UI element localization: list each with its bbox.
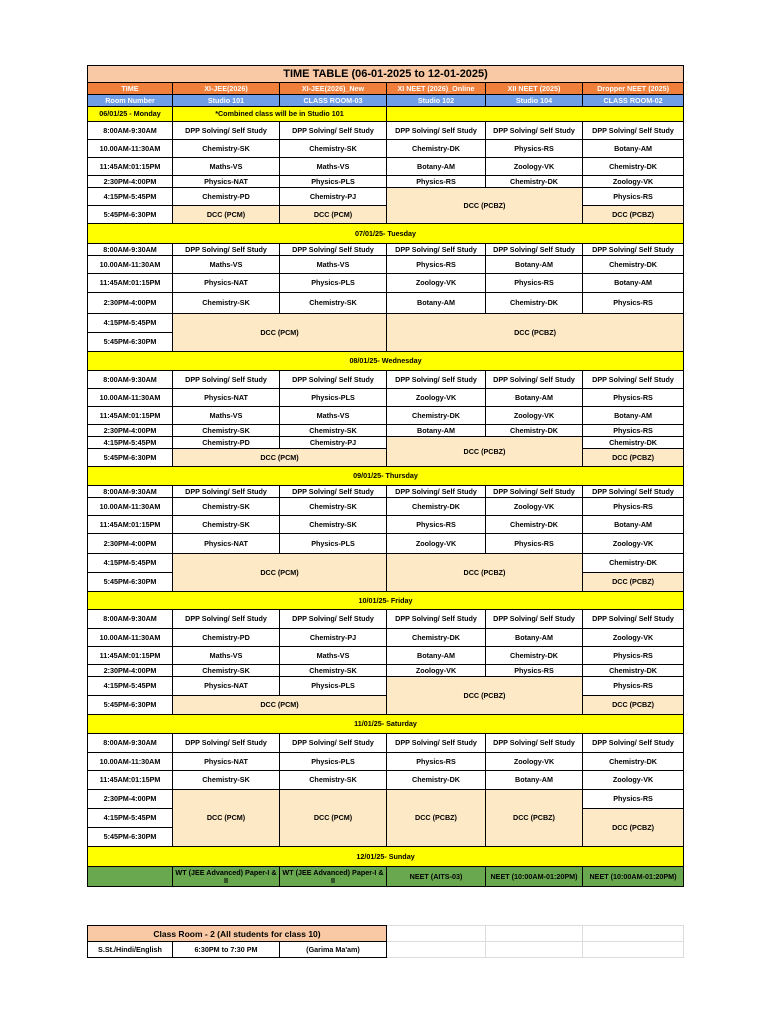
schedule-cell: Chemistry-DK bbox=[583, 158, 684, 176]
schedule-cell: DPP Solving/ Self Study bbox=[387, 610, 486, 629]
day-header-friday bbox=[88, 592, 684, 610]
day-header-saturday bbox=[88, 715, 684, 734]
schedule-cell: DPP Solving/ Self Study bbox=[173, 486, 280, 498]
schedule-cell: Physics-RS bbox=[583, 389, 684, 407]
schedule-cell: Chemistry-DK bbox=[387, 771, 486, 790]
table-row bbox=[88, 534, 684, 554]
dcc-pcm-block: DCC (PCM) bbox=[173, 554, 387, 592]
schedule-cell: DPP Solving/ Self Study bbox=[486, 734, 583, 753]
class-room-subject: S.St./Hindi/English bbox=[88, 942, 173, 958]
schedule-cell: Botany-AM bbox=[486, 629, 583, 647]
table-row bbox=[88, 176, 684, 188]
table-row bbox=[88, 371, 684, 389]
schedule-cell: Zoology-VK bbox=[387, 534, 486, 554]
schedule-cell: Physics-RS bbox=[583, 790, 684, 809]
dcc-pcm-block: DCC (PCM) bbox=[173, 696, 387, 715]
schedule-cell: Chemistry-SK bbox=[173, 771, 280, 790]
schedule-cell: Chemistry-DK bbox=[387, 498, 486, 516]
schedule-cell: DPP Solving/ Self Study bbox=[486, 122, 583, 140]
schedule-cell: Chemistry-DK bbox=[387, 140, 486, 158]
schedule-cell: Maths-VS bbox=[173, 407, 280, 425]
schedule-cell: Chemistry-SK bbox=[173, 516, 280, 534]
time-cell: 11:45AM:01:15PM bbox=[88, 158, 173, 176]
schedule-cell: Zoology-VK bbox=[387, 665, 486, 677]
schedule-cell: Physics-RS bbox=[583, 677, 684, 696]
schedule-cell: Physics-RS bbox=[583, 425, 684, 437]
day-label: 12/01/25- Sunday bbox=[88, 847, 684, 867]
schedule-cell: Physics-RS bbox=[387, 516, 486, 534]
table-row bbox=[88, 274, 684, 293]
time-cell: 10.00AM-11:30AM bbox=[88, 256, 173, 274]
time-cell: 11:45AM:01:15PM bbox=[88, 771, 173, 790]
schedule-cell: Physics-RS bbox=[583, 647, 684, 665]
table-row bbox=[88, 158, 684, 176]
table-row bbox=[88, 122, 684, 140]
schedule-cell: Physics-RS bbox=[486, 274, 583, 293]
time-cell: 2:30PM-4:00PM bbox=[88, 293, 173, 314]
time-cell: 8:00AM-9:30AM bbox=[88, 610, 173, 629]
time-cell: 10.00AM-11:30AM bbox=[88, 629, 173, 647]
schedule-cell: Physics-NAT bbox=[173, 176, 280, 188]
schedule-cell: Maths-VS bbox=[173, 256, 280, 274]
schedule-cell: Chemistry-DK bbox=[583, 665, 684, 677]
day-header-tuesday bbox=[88, 224, 684, 244]
time-cell: 8:00AM-9:30AM bbox=[88, 371, 173, 389]
schedule-cell: DPP Solving/ Self Study bbox=[583, 371, 684, 389]
test-cell: NEET (AITS-03) bbox=[387, 867, 486, 887]
schedule-cell: Chemistry-SK bbox=[280, 140, 387, 158]
table-row bbox=[88, 437, 684, 449]
timetable-title: TIME TABLE (06-01-2025 to 12-01-2025) bbox=[88, 66, 684, 83]
test-cell: WT (JEE Advanced) Paper-I & II bbox=[280, 867, 387, 887]
schedule-cell: Chemistry-SK bbox=[280, 498, 387, 516]
schedule-cell: Zoology-VK bbox=[486, 753, 583, 771]
time-cell: 8:00AM-9:30AM bbox=[88, 122, 173, 140]
table-row bbox=[88, 734, 684, 753]
schedule-cell: Chemistry-DK bbox=[486, 647, 583, 665]
schedule-cell: Chemistry-SK bbox=[280, 665, 387, 677]
schedule-cell: Physics-RS bbox=[387, 176, 486, 188]
time-cell: 2:30PM-4:00PM bbox=[88, 425, 173, 437]
class-room-title: Class Room - 2 (All students for class 10) bbox=[88, 926, 387, 942]
schedule-cell: DPP Solving/ Self Study bbox=[486, 610, 583, 629]
dcc-pcm-cell: DCC (PCM) bbox=[173, 206, 280, 224]
table-row bbox=[88, 516, 684, 534]
time-cell: 8:00AM-9:30AM bbox=[88, 486, 173, 498]
table-row bbox=[88, 696, 684, 715]
dcc-pcbz-block: DCC (PCBZ) bbox=[387, 677, 583, 715]
header-xi-jee: XI-JEE(2026) bbox=[173, 83, 280, 95]
day-label: 08/01/25- Wednesday bbox=[88, 352, 684, 371]
dcc-pcbz-block: DCC (PCBZ) bbox=[387, 554, 583, 592]
schedule-cell: Physics-RS bbox=[387, 753, 486, 771]
time-cell: 4:15PM-5:45PM bbox=[88, 437, 173, 449]
dcc-pcbz-block: DCC (PCBZ) bbox=[486, 790, 583, 847]
schedule-cell: Maths-VS bbox=[280, 407, 387, 425]
schedule-cell: Chemistry-SK bbox=[173, 293, 280, 314]
schedule-cell: DPP Solving/ Self Study bbox=[173, 122, 280, 140]
time-cell: 5:45PM-6:30PM bbox=[88, 206, 173, 224]
room-label: Room Number bbox=[88, 95, 173, 107]
room-cell: CLASS ROOM-02 bbox=[583, 95, 684, 107]
schedule-cell: Chemistry-PJ bbox=[280, 629, 387, 647]
table-row bbox=[88, 425, 684, 437]
dcc-pcm-block: DCC (PCM) bbox=[173, 314, 387, 352]
dcc-pcbz-block: DCC (PCBZ) bbox=[387, 188, 583, 224]
time-cell: 11:45AM:01:15PM bbox=[88, 274, 173, 293]
day-label: 11/01/25- Saturday bbox=[88, 715, 684, 734]
schedule-cell: DPP Solving/ Self Study bbox=[486, 486, 583, 498]
schedule-cell: DPP Solving/ Self Study bbox=[583, 610, 684, 629]
dcc-pcbz-cell: DCC (PCBZ) bbox=[583, 573, 684, 592]
schedule-cell: DPP Solving/ Self Study bbox=[173, 610, 280, 629]
dcc-pcm-cell: DCC (PCM) bbox=[280, 206, 387, 224]
schedule-cell: Physics-PLS bbox=[280, 176, 387, 188]
table-row bbox=[88, 790, 684, 809]
schedule-cell: Zoology-VK bbox=[486, 158, 583, 176]
time-cell: 4:15PM-5:45PM bbox=[88, 554, 173, 573]
day-label: 09/01/25- Thursday bbox=[88, 467, 684, 486]
day-header-sunday bbox=[88, 847, 684, 867]
schedule-cell: Physics-RS bbox=[486, 140, 583, 158]
schedule-cell: Chemistry-DK bbox=[486, 516, 583, 534]
schedule-cell: DPP Solving/ Self Study bbox=[486, 371, 583, 389]
day-header-wednesday bbox=[88, 352, 684, 371]
dcc-pcm-block: DCC (PCM) bbox=[173, 790, 280, 847]
time-cell: 8:00AM-9:30AM bbox=[88, 244, 173, 256]
dcc-pcbz-block: DCC (PCBZ) bbox=[583, 809, 684, 847]
time-cell: 4:15PM-5:45PM bbox=[88, 677, 173, 696]
day-label: 06/01/25 - Monday bbox=[88, 107, 173, 122]
dcc-pcbz-block: DCC (PCBZ) bbox=[387, 314, 684, 352]
room-cell: CLASS ROOM-03 bbox=[280, 95, 387, 107]
schedule-cell: Physics-NAT bbox=[173, 274, 280, 293]
schedule-cell: Maths-VS bbox=[280, 256, 387, 274]
table-row bbox=[88, 449, 684, 467]
schedule-cell: DPP Solving/ Self Study bbox=[280, 610, 387, 629]
table-row bbox=[88, 244, 684, 256]
header-dropper-neet: Dropper NEET (2025) bbox=[583, 83, 684, 95]
schedule-cell: Zoology-VK bbox=[387, 389, 486, 407]
schedule-cell: Chemistry-DK bbox=[387, 629, 486, 647]
dcc-pcbz-block: DCC (PCBZ) bbox=[387, 790, 486, 847]
table-row bbox=[88, 206, 684, 224]
schedule-cell: Chemistry-PJ bbox=[280, 437, 387, 449]
dcc-pcbz-cell: DCC (PCBZ) bbox=[583, 696, 684, 715]
time-cell: 5:45PM-6:30PM bbox=[88, 333, 173, 352]
time-cell: 11:45AM:01:15PM bbox=[88, 647, 173, 665]
schedule-cell: Maths-VS bbox=[173, 158, 280, 176]
table-row bbox=[88, 647, 684, 665]
schedule-cell: Botany-AM bbox=[583, 516, 684, 534]
header-xii-neet: XII NEET (2025) bbox=[486, 83, 583, 95]
schedule-cell: DPP Solving/ Self Study bbox=[387, 244, 486, 256]
schedule-cell: DPP Solving/ Self Study bbox=[387, 122, 486, 140]
dcc-pcbz-block: DCC (PCBZ) bbox=[387, 437, 583, 467]
schedule-cell: Botany-AM bbox=[387, 425, 486, 437]
timetable bbox=[87, 65, 684, 887]
time-cell: 2:30PM-4:00PM bbox=[88, 665, 173, 677]
table-row bbox=[88, 610, 684, 629]
schedule-cell: Physics-NAT bbox=[173, 677, 280, 696]
schedule-cell: Chemistry-SK bbox=[280, 516, 387, 534]
time-cell: 10.00AM-11:30AM bbox=[88, 753, 173, 771]
schedule-cell: Botany-AM bbox=[387, 647, 486, 665]
schedule-cell: Chemistry-DK bbox=[583, 437, 684, 449]
day-header-thursday bbox=[88, 467, 684, 486]
schedule-cell: Chemistry-SK bbox=[173, 140, 280, 158]
table-row bbox=[88, 407, 684, 425]
time-cell: 11:45AM:01:15PM bbox=[88, 516, 173, 534]
schedule-cell: Chemistry-PD bbox=[173, 437, 280, 449]
room-cell: Studio 102 bbox=[387, 95, 486, 107]
schedule-cell: Zoology-VK bbox=[583, 534, 684, 554]
schedule-cell: DPP Solving/ Self Study bbox=[583, 486, 684, 498]
time-cell: 11:45AM:01:15PM bbox=[88, 407, 173, 425]
schedule-cell: Chemistry-SK bbox=[280, 425, 387, 437]
table-row bbox=[88, 293, 684, 314]
schedule-cell: Chemistry-DK bbox=[583, 753, 684, 771]
schedule-cell: Chemistry-DK bbox=[583, 554, 684, 573]
header-xi-neet-online: XI NEET (2026)_Online bbox=[387, 83, 486, 95]
schedule-cell: DPP Solving/ Self Study bbox=[280, 122, 387, 140]
table-row bbox=[88, 771, 684, 790]
sunday-test-row bbox=[88, 867, 684, 887]
schedule-cell: DPP Solving/ Self Study bbox=[173, 734, 280, 753]
schedule-cell: Physics-RS bbox=[387, 256, 486, 274]
time-cell: 10.00AM-11:30AM bbox=[88, 389, 173, 407]
schedule-cell: Chemistry-SK bbox=[173, 425, 280, 437]
schedule-cell: Zoology-VK bbox=[583, 176, 684, 188]
header-row bbox=[88, 83, 684, 95]
schedule-cell: Chemistry-SK bbox=[173, 665, 280, 677]
time-cell: 2:30PM-4:00PM bbox=[88, 534, 173, 554]
schedule-cell: Chemistry-DK bbox=[583, 256, 684, 274]
dcc-pcm-block: DCC (PCM) bbox=[280, 790, 387, 847]
time-cell: 8:00AM-9:30AM bbox=[88, 734, 173, 753]
schedule-cell: DPP Solving/ Self Study bbox=[387, 486, 486, 498]
time-cell: 2:30PM-4:00PM bbox=[88, 790, 173, 809]
test-cell: NEET (10:00AM-01:20PM) bbox=[583, 867, 684, 887]
table-row bbox=[88, 554, 684, 573]
time-cell: 4:15PM-5:45PM bbox=[88, 314, 173, 333]
class-room-time: 6:30PM to 7:30 PM bbox=[173, 942, 280, 958]
table-row bbox=[88, 140, 684, 158]
schedule-cell: DPP Solving/ Self Study bbox=[173, 371, 280, 389]
schedule-cell: Chemistry-PD bbox=[173, 629, 280, 647]
time-cell: 10.00AM-11:30AM bbox=[88, 140, 173, 158]
schedule-cell: Botany-AM bbox=[486, 256, 583, 274]
schedule-cell: Zoology-VK bbox=[583, 629, 684, 647]
schedule-cell: Maths-VS bbox=[280, 647, 387, 665]
schedule-cell: Chemistry-DK bbox=[486, 176, 583, 188]
schedule-cell: Chemistry-DK bbox=[387, 407, 486, 425]
schedule-cell: Zoology-VK bbox=[486, 407, 583, 425]
combined-note: *Combined class will be in Studio 101 bbox=[173, 107, 387, 122]
schedule-cell: Botany-AM bbox=[583, 407, 684, 425]
time-cell: 5:45PM-6:30PM bbox=[88, 449, 173, 467]
schedule-cell: Physics-NAT bbox=[173, 389, 280, 407]
class-room-table bbox=[87, 925, 684, 958]
table-row bbox=[88, 256, 684, 274]
dcc-pcm-block: DCC (PCM) bbox=[173, 449, 387, 467]
schedule-cell: Zoology-VK bbox=[387, 274, 486, 293]
schedule-cell: Chemistry-DK bbox=[486, 293, 583, 314]
schedule-cell: Zoology-VK bbox=[583, 771, 684, 790]
schedule-cell: Physics-PLS bbox=[280, 534, 387, 554]
table-row bbox=[88, 188, 684, 206]
schedule-cell: Physics-RS bbox=[486, 665, 583, 677]
schedule-cell: Botany-AM bbox=[486, 389, 583, 407]
table-row bbox=[88, 498, 684, 516]
schedule-cell: DPP Solving/ Self Study bbox=[583, 244, 684, 256]
schedule-cell: Chemistry-SK bbox=[173, 498, 280, 516]
schedule-cell: Chemistry-PD bbox=[173, 188, 280, 206]
schedule-cell: Chemistry-DK bbox=[486, 425, 583, 437]
schedule-cell: DPP Solving/ Self Study bbox=[280, 734, 387, 753]
schedule-cell: DPP Solving/ Self Study bbox=[280, 486, 387, 498]
schedule-cell: Physics-RS bbox=[583, 188, 684, 206]
schedule-cell: Physics-NAT bbox=[173, 534, 280, 554]
schedule-cell: DPP Solving/ Self Study bbox=[486, 244, 583, 256]
room-row bbox=[88, 95, 684, 107]
test-cell: WT (JEE Advanced) Paper-I & II bbox=[173, 867, 280, 887]
schedule-cell: Botany-AM bbox=[486, 771, 583, 790]
schedule-cell: Chemistry-PJ bbox=[280, 188, 387, 206]
table-row bbox=[88, 629, 684, 647]
day-header-monday bbox=[88, 107, 684, 122]
schedule-cell: DPP Solving/ Self Study bbox=[583, 734, 684, 753]
schedule-cell: DPP Solving/ Self Study bbox=[387, 734, 486, 753]
schedule-cell: DPP Solving/ Self Study bbox=[387, 371, 486, 389]
day-label: 07/01/25- Tuesday bbox=[88, 224, 684, 244]
test-cell: NEET (10:00AM-01:20PM) bbox=[486, 867, 583, 887]
schedule-cell: Chemistry-SK bbox=[280, 293, 387, 314]
schedule-cell: Zoology-VK bbox=[486, 498, 583, 516]
schedule-cell: DPP Solving/ Self Study bbox=[173, 244, 280, 256]
table-row bbox=[88, 389, 684, 407]
table-row bbox=[88, 665, 684, 677]
time-cell: 2:30PM-4:00PM bbox=[88, 176, 173, 188]
schedule-cell: Botany-AM bbox=[583, 140, 684, 158]
time-cell bbox=[88, 867, 173, 887]
schedule-cell: Physics-RS bbox=[486, 534, 583, 554]
schedule-cell: Physics-RS bbox=[583, 293, 684, 314]
schedule-cell: Physics-RS bbox=[583, 498, 684, 516]
schedule-cell: Chemistry-SK bbox=[280, 771, 387, 790]
schedule-cell: DPP Solving/ Self Study bbox=[280, 244, 387, 256]
schedule-cell: Physics-PLS bbox=[280, 753, 387, 771]
schedule-cell: Physics-NAT bbox=[173, 753, 280, 771]
time-cell: 5:45PM-6:30PM bbox=[88, 828, 173, 847]
schedule-cell: Physics-PLS bbox=[280, 389, 387, 407]
schedule-cell: Botany-AM bbox=[583, 274, 684, 293]
class-room-teacher: (Garima Ma'am) bbox=[280, 942, 387, 958]
schedule-cell: Botany-AM bbox=[387, 293, 486, 314]
schedule-cell: DPP Solving/ Self Study bbox=[280, 371, 387, 389]
table-row bbox=[88, 314, 684, 333]
room-cell: Studio 101 bbox=[173, 95, 280, 107]
table-row bbox=[88, 486, 684, 498]
schedule-cell: Botany-AM bbox=[387, 158, 486, 176]
time-cell: 10.00AM-11:30AM bbox=[88, 498, 173, 516]
time-cell: 5:45PM-6:30PM bbox=[88, 696, 173, 715]
dcc-pcbz-cell: DCC (PCBZ) bbox=[583, 449, 684, 467]
header-time: TIME bbox=[88, 83, 173, 95]
time-cell: 4:15PM-5:45PM bbox=[88, 809, 173, 828]
schedule-cell: Physics-PLS bbox=[280, 274, 387, 293]
day-label: 10/01/25- Friday bbox=[88, 592, 684, 610]
table-row bbox=[88, 677, 684, 696]
dcc-pcbz-cell: DCC (PCBZ) bbox=[583, 206, 684, 224]
header-xi-jee-new: XI-JEE(2026)_New bbox=[280, 83, 387, 95]
schedule-cell: Maths-VS bbox=[173, 647, 280, 665]
room-cell: Studio 104 bbox=[486, 95, 583, 107]
time-cell: 5:45PM-6:30PM bbox=[88, 573, 173, 592]
schedule-cell: Maths-VS bbox=[280, 158, 387, 176]
schedule-cell: Physics-PLS bbox=[280, 677, 387, 696]
time-cell: 4:15PM-5:45PM bbox=[88, 188, 173, 206]
schedule-cell: DPP Solving/ Self Study bbox=[583, 122, 684, 140]
table-row bbox=[88, 753, 684, 771]
